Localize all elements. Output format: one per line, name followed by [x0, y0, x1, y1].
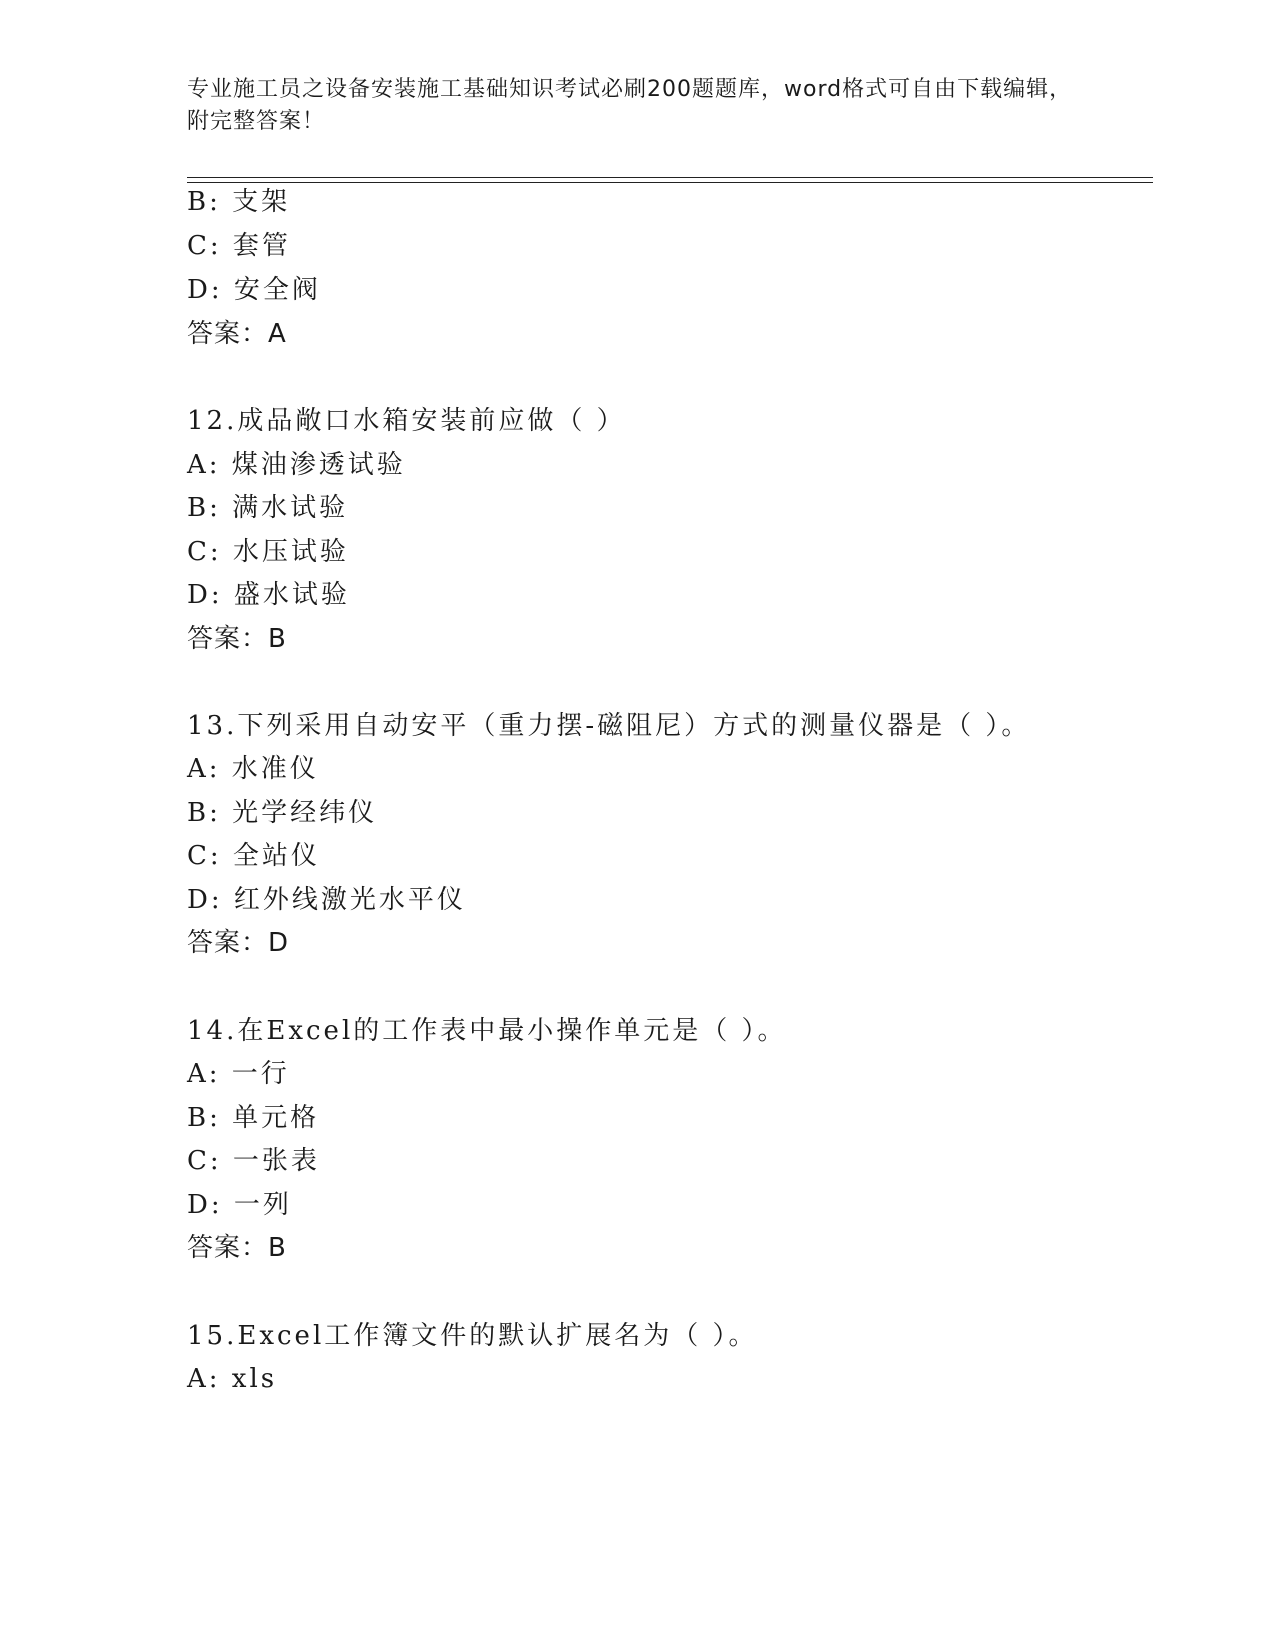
answer: 答案：B	[187, 1233, 287, 1263]
option-c: C: 全站仪	[187, 841, 320, 871]
document-title: 专业施工员之设备安装施工基础知识考试必刷200题题库，word格式可自由下载编辑，附完整答案！	[187, 77, 1073, 134]
header-divider-bottom	[187, 182, 1153, 183]
option-d: D: 红外线激光水平仪	[187, 885, 466, 915]
option-b: B: 单元格	[187, 1103, 320, 1133]
option-b: B: 满水试验	[187, 493, 349, 523]
option-c: C: 一张表	[187, 1146, 320, 1176]
answer: 答案：B	[187, 624, 287, 654]
option-c: C: 套管	[187, 231, 291, 261]
question-stem: 12.成品敞口水箱安装前应做（ ）	[187, 406, 626, 436]
option-c: C: 水压试验	[187, 537, 349, 567]
option-d: D: 盛水试验	[187, 580, 350, 610]
question-stem: 14.在Excel的工作表中最小操作单元是（ ）。	[187, 1016, 787, 1046]
option-d: D: 一列	[187, 1190, 292, 1220]
option-b: B: 支架	[187, 187, 291, 217]
question-stem: 15.Excel工作簿文件的默认扩展名为（ ）。	[187, 1321, 758, 1351]
option-a: A: xls	[187, 1364, 278, 1394]
option-b: B: 光学经纬仪	[187, 798, 378, 828]
answer: 答案：D	[187, 928, 290, 958]
option-a: A: 煤油渗透试验	[187, 450, 406, 480]
option-a: A: 一行	[187, 1059, 290, 1089]
option-d: D: 安全阀	[187, 275, 321, 305]
option-a: A: 水准仪	[187, 754, 319, 784]
answer: 答案：A	[187, 319, 287, 349]
header-divider-top	[187, 177, 1153, 178]
question-stem: 13.下列采用自动安平（重力摆-磁阻尼）方式的测量仪器是（ ）。	[187, 711, 1031, 741]
